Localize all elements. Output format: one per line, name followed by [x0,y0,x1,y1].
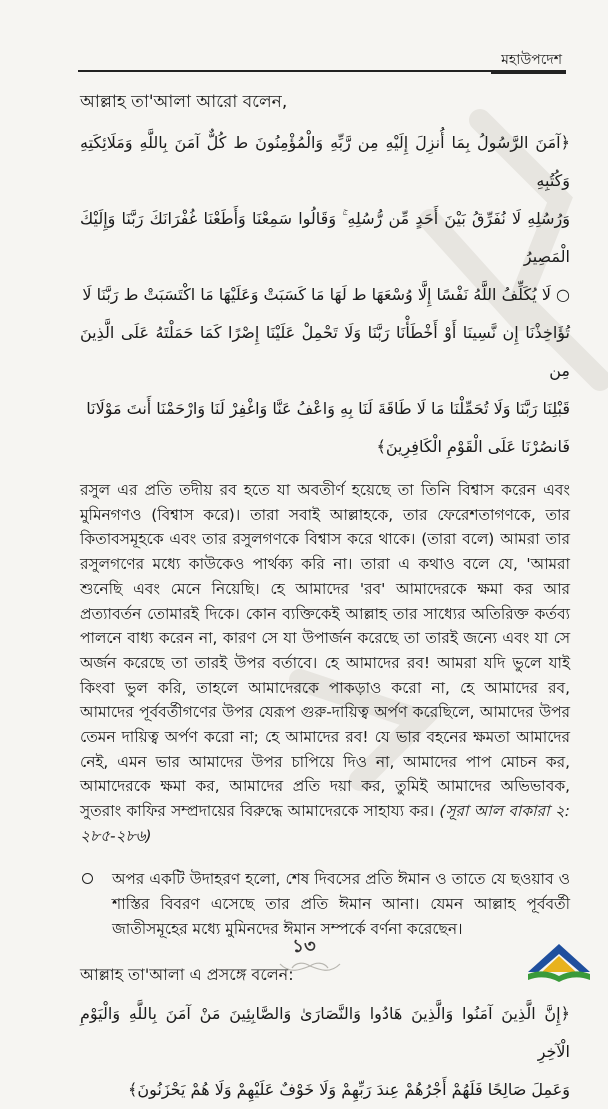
arabic-line: تُؤَاخِذْنَا إِن نَّسِينَا أَوْ أَخْطَأْنَا رَبَّنَا وَلَا تَحْمِلْ عَلَيْنَا إِصْرًا كَمَا حَمَلْتَهُ عَلَى الَّذِينَ مِن [80,323,570,380]
arabic-line: ○ لَا يُكَلِّفُ اللَّهُ نَفْسًا إِلَّا وُسْعَهَا ط لَهَا مَا كَسَبَتْ وَعَلَيْهَا مَا اكْتَسَبَتْ ط رَبَّنَا لَا [82,285,570,304]
translation-text: রসুল এর প্রতি তদীয় রব হতে যা অবতীর্ণ হয়েছে তা তিনি বিশ্বাস করেন এবং মুমিনগণও (বিশ্বাস করে)। তারা সবাই আল্লাহকে, তার ফেরেশতাগণকে, তার কিতাবসমূহকে এবং তার রসুলগণকে বিশ্বাস করে থাকে। (তারা বলে) আমরা তার রসুলগণের মধ্যে কাউকেও পার্থক্য করি না। তারা এ কথাও বলে যে, 'আমরা শুনেছি এবং মেনে নিয়েছি। হে আমাদের 'রব' আমাদেরকে ক্ষমা কর আর প্রত্যাবর্তন তোমারই দিকে। কোন ব্যক্তিকেই আল্লাহ তার সাধ্যের অতিরিক্ত কর্তব্য পালনে বাধ্য করেন না, কারণ সে যা উপার্জন করেছে তা তারই জন্যে এবং যা সে অর্জন করেছে তা তারই উপর বর্তাবে। হে আমাদের রব! আমরা যদি ভুলে যাই কিংবা ভুল করি, তাহলে আমাদেরকে পাকড়াও করো না, হে আমাদের রব, আমাদের পূর্ববর্তীগণের উপর যেরূপ গুরু-দায়িত্ব অর্পণ করেছিলে, আমাদের উপর তেমন দায়িত্ব অর্পণ করো না; হে আমাদের রব! যে ভার বহনের ক্ষমতা আমাদের নেই, এমন ভার আমাদের উপর চাপিয়ে দিও না, আমাদের পাপ মোচন কর, আমাদেরকে ক্ষমা কর, আমাদের প্রতি দয়া কর, তুমিই আমাদের অভিভাবক, সুতরাং কাফির সম্প্রদায়ের বিরুদ্ধে আমাদেরকে সাহায্য কর। [80,481,570,821]
bullet-circle-icon [82,873,93,884]
translation-paragraph [80,478,570,849]
verse-reference: (সূরা আল বাকারা ২: ২৮৫-২৮৬) [80,802,570,845]
publisher-logo-icon [524,942,594,984]
arabic-line: فَانصُرْنَا عَلَى الْقَوْمِ الْكَافِرِينَ﴾ [376,437,570,456]
running-header: মহাউপদেশ [491,48,566,74]
header-rule [78,70,566,72]
arabic-line: وَعَمِلَ صَالِحًا فَلَهُمْ أَجْرُهُمْ عِندَ رَبِّهِمْ وَلَا خَوْفٌ عَلَيْهِمْ وَلَا هُمْ يَحْزَنُونَ﴾ [128,1079,570,1099]
arabic-line: ﴿إِنَّ الَّذِينَ آمَنُوا وَالَّذِينَ هَادُوا وَالنَّصَارَىٰ وَالصَّابِئِينَ مَنْ آمَنَ بِاللَّهِ وَالْيَوْمِ الْآخِرِ [80,1003,570,1061]
intro-line-2: আল্লাহ তা'আলা এ প্রসঙ্গে বলেন: [80,964,294,984]
arabic-line: قَبْلِنَا رَبَّنَا وَلَا تُحَمِّلْنَا مَا لَا طَاقَةَ لَنَا بِهِ وَاعْفُ عَنَّا وَاغْفِرْ لَنَا وَارْحَمْنَا أَنتَ مَوْلَانَا [86,399,570,418]
intro-line: আল্লাহ তা'আলা আরো বলেন, [80,92,288,112]
quran-verse-block-2 [80,995,570,1109]
arabic-line: وَرُسُلِهِ لَا نُفَرِّقُ بَيْنَ أَحَدٍ مِّن رُّسُلِهِ ۚ وَقَالُوا سَمِعْنَا وَأَطَعْنَا غُفْرَانَكَ رَبَّنَا وَإِلَيْكَ الْمَصِيرُ [80,209,570,266]
bullet-text: অপর একটি উদাহরণ হলো, শেষ দিবসের প্রতি ঈমান ও তাতে যে ছওয়াব ও শাস্তির বিবরণ এসেছে তার প্রতি ঈমান আনা। যেমন আল্লাহ পূর্ববর্তী জাতীসমূহের মধ্যে মুমিনদের ঈমান সম্পর্কে বর্ণনা করেছেন। [112,869,570,938]
quran-verse-block-1 [80,124,570,466]
page-number: ১৩ [292,936,316,957]
arabic-line: ﴿آمَنَ الرَّسُولُ بِمَا أُنزِلَ إِلَيْهِ مِن رَّبِّهِ وَالْمُؤْمِنُونَ ط كُلٌّ آمَنَ بِاللَّهِ وَمَلَائِكَتِهِ وَكُتُبِهِ [80,133,570,190]
